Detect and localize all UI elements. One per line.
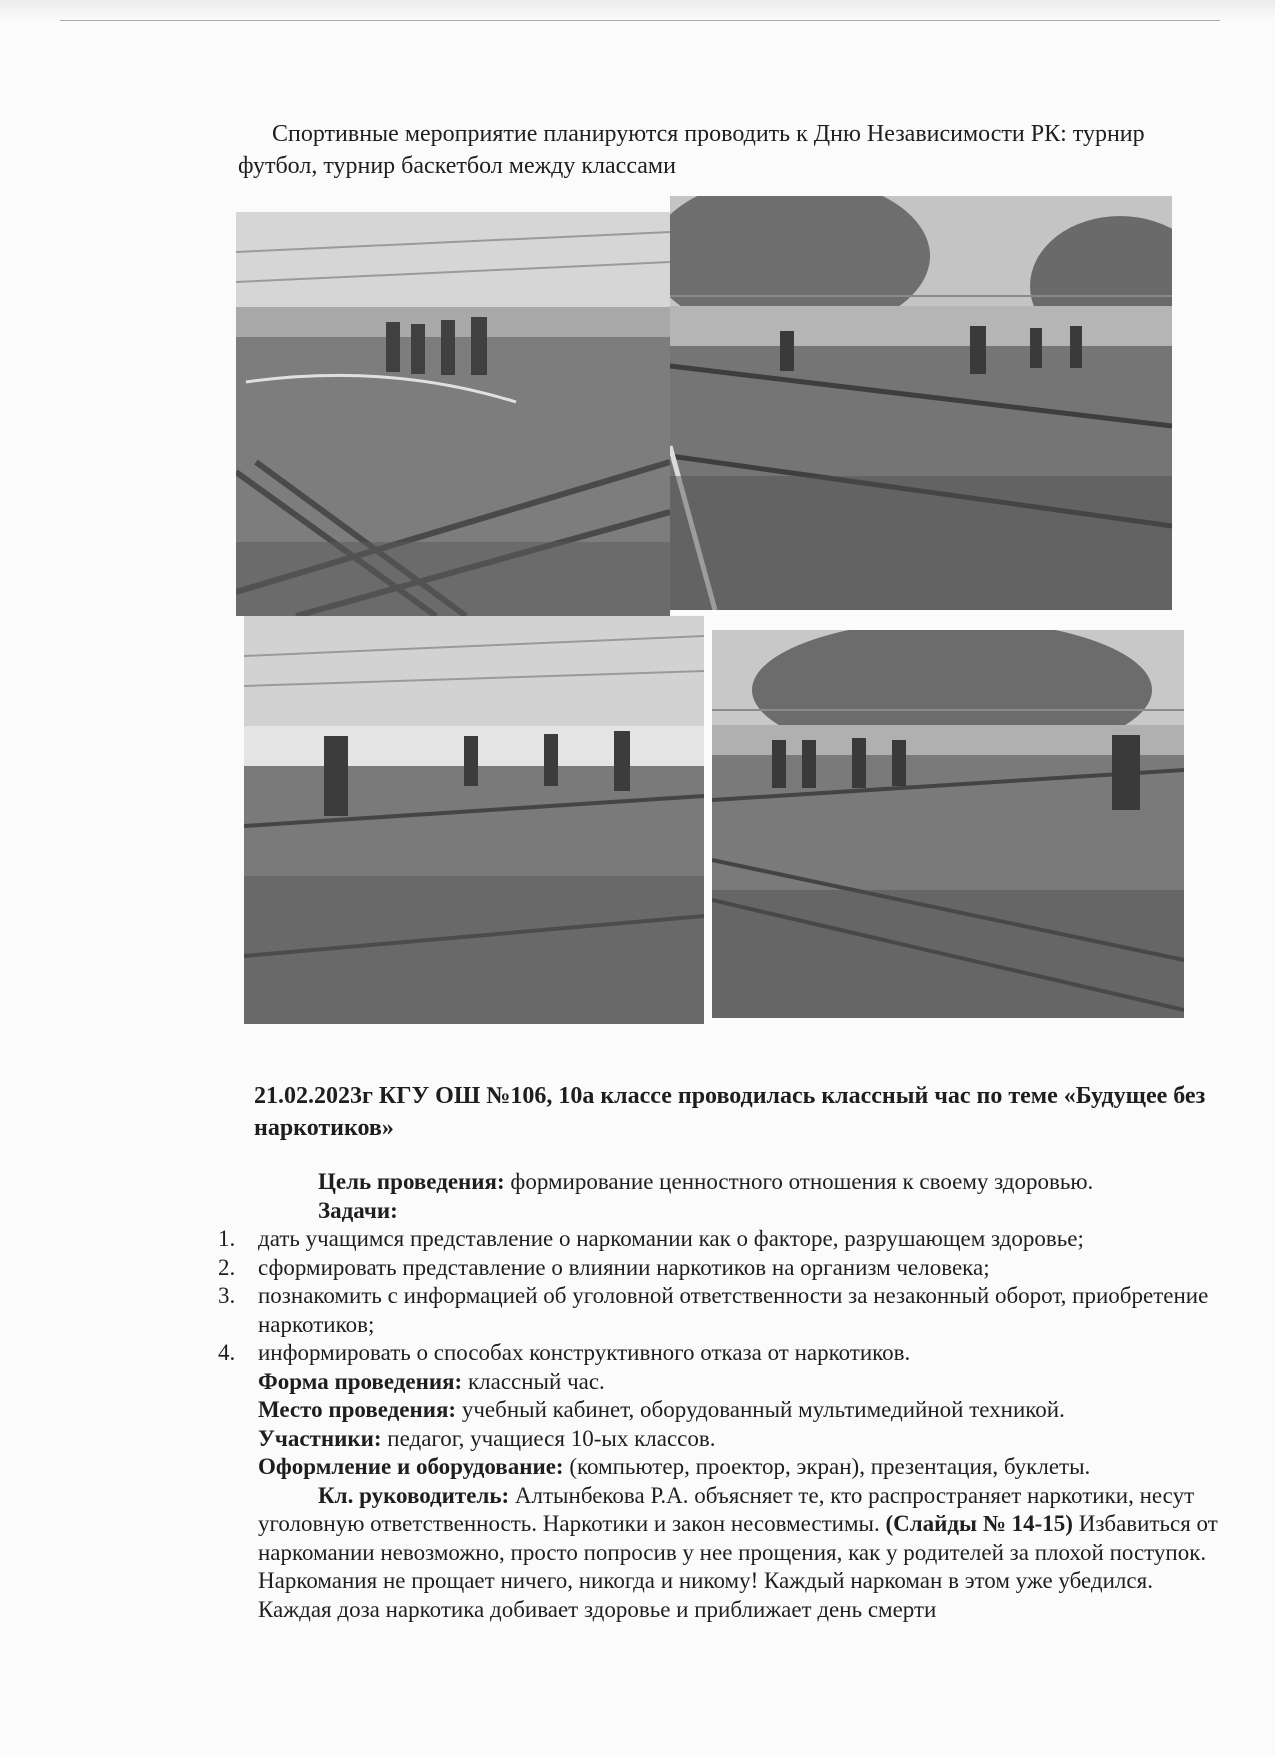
equipment-label: Оформление и оборудование: (258, 1454, 564, 1479)
slides-ref: (Слайды № 14-15) (885, 1511, 1073, 1536)
task-item: 3. познакомить с информацией об уголовной ответственности за незаконный оборот, приобретение наркотиков; (218, 1283, 1209, 1337)
event-body (218, 1168, 1218, 1624)
equipment-text: (компьютер, проектор, экран), презентация, буклеты. (563, 1454, 1091, 1479)
goal-label: Цель проведения: (318, 1169, 505, 1194)
goal-line (218, 1168, 1218, 1197)
place-line (218, 1396, 1218, 1425)
place-text: учебный кабинет, оборудованный мультимедийной техникой. (456, 1397, 1065, 1422)
photo-basketball-3 (244, 616, 704, 1024)
task-item: 1. дать учащимся представление о наркомании как о факторе, разрушающем здоровье; (218, 1226, 1084, 1251)
event-heading: 21.02.2023г КГУ ОШ №106, 10а классе проводилась классный час по теме «Будущее без наркотиков» (254, 1083, 1206, 1141)
participants-line (218, 1425, 1218, 1454)
goal-text: формирование ценностного отношения к своему здоровью. (504, 1169, 1094, 1194)
task-item: 4. информировать о способах конструктивного отказа от наркотиков. (218, 1340, 911, 1365)
participants-text: педагог, учащиеся 10-ых классов. (381, 1425, 716, 1451)
participants-label: Участники: (258, 1425, 382, 1451)
intro-paragraph (238, 118, 1198, 182)
task-item: 2. сформировать представление о влиянии наркотиков на организм человека; (218, 1254, 990, 1280)
photo-basketball-2 (670, 196, 1172, 610)
teacher-label: Кл. руководитель: (318, 1482, 510, 1508)
scan-line (60, 20, 1220, 21)
form-text: классный час. (462, 1368, 605, 1394)
teacher-paragraph (218, 1482, 1218, 1625)
scan-edge (0, 0, 1275, 22)
photo-basketball-4 (712, 630, 1184, 1018)
equipment-line (218, 1453, 1218, 1482)
form-label: Форма проведения: (258, 1368, 463, 1394)
teacher-text-2: Избавиться от наркомании невозможно, просто попросив у нее прощения, как у родителей за плохой поступок. Наркомания не прощает ничего, никогда и никому! Каждый наркоман в этом уже убедился. Каждая доза наркотика добивает здоровье и приближает день смерти (258, 1511, 1218, 1622)
place-label: Место проведения: (258, 1397, 457, 1422)
intro-text: Спортивные мероприятие планируются проводить к Дню Независимости РК: турнир футбол, турнир баскетбол между классами (238, 121, 1145, 179)
teacher-text: Алтынбекова Р.А. объясняет те, кто распространяет наркотики, несут уголовную ответственность. Наркотики и закон несовместимы. (258, 1482, 1195, 1536)
tasks-label: Задачи: (318, 1197, 398, 1223)
form-line (218, 1368, 1218, 1397)
photo-basketball-1 (236, 212, 670, 616)
